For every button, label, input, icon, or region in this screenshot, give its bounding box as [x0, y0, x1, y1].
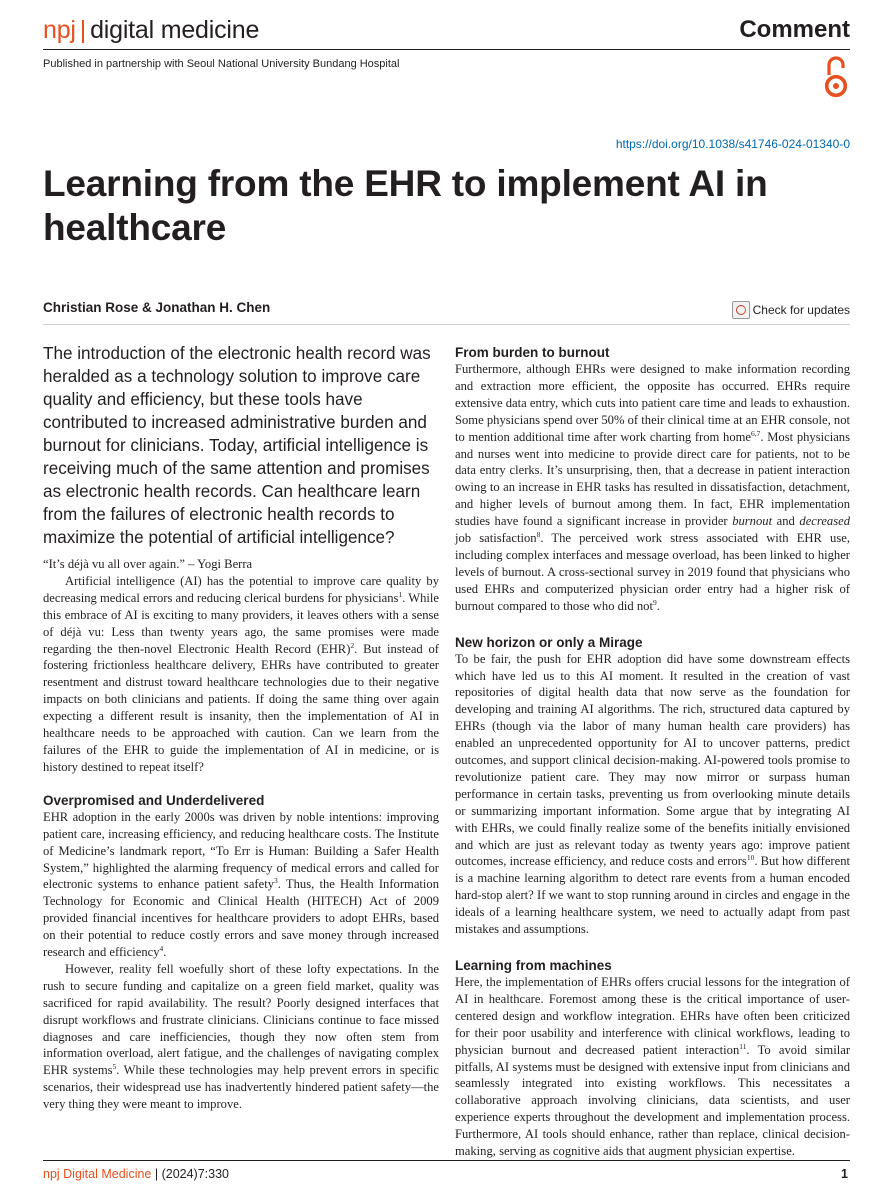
article-title: Learning from the EHR to implement AI in healthcare: [43, 163, 768, 248]
open-access-icon[interactable]: [824, 55, 848, 99]
ref-10[interactable]: 10: [746, 853, 755, 863]
header-divider: [43, 49, 850, 50]
ref-4[interactable]: 4: [159, 943, 164, 953]
ref-2[interactable]: 2: [350, 640, 355, 650]
ref-8[interactable]: 8: [536, 529, 541, 539]
ref-3[interactable]: 3: [274, 876, 278, 886]
article-type: Comment: [739, 16, 850, 43]
footer-citation: [43, 1167, 229, 1181]
author-divider: [43, 324, 850, 325]
author-list[interactable]: Christian Rose & Jonathan H. Chen: [43, 300, 271, 315]
brand-separator: |: [79, 16, 87, 44]
ref-9[interactable]: 9: [652, 597, 657, 607]
brand-title: digital medicine: [90, 16, 260, 44]
journal-brand[interactable]: [43, 16, 259, 45]
page-number: 1: [841, 1167, 848, 1181]
section-heading-burnout: From burden to burnout: [455, 345, 610, 360]
brand-npj: npj: [43, 16, 76, 44]
footer-journal[interactable]: npj Digital Medicine: [43, 1167, 152, 1181]
footer-volume: | (2024)7:330: [151, 1167, 229, 1181]
abstract: The introduction of the electronic health record was heralded as a technology solution to improve care quality and efficiency, but these tools have contributed to increased administrative burden and burnout for clinicians. Today, artificial intelligence is receiving much of the same attention and promises as electronic health records. Can healthcare learn from the failures of electronic health records to maximize the potential of artificial intelligence?: [43, 344, 431, 547]
burnout-paragraph: Furthermore, although EHRs were designed to make information recording and extraction more efficient, the opposite has occurred. EHRs require extensive data entry, which cuts into patient care time and leads to exhaustion. Some physicians spend over 50% of their clinical time at an EHR console, not to mention additional time after work charting from home$^{6,7}$. Most physicians and nurses went into medicine to provide direct care for patients, not to be data entry clerks. It’s unsurprising, then, that a decrease in patient interaction owing to an increase in EHR tasks has resulted in dissatisfaction, detachment, and higher levels of burnout among them. In fact, EHR implementation studies have found a significant increase in provider burnout and decreased job satisfaction$^8$. The perceived work stress associated with EHR use, including complex interfaces and message overload, has been linked to higher levels of burnout. A cross-sectional survey in 2019 found that physicians who used EHRs and computerized physician order entry had a higher risk of burnout compared to those who did not$^9$.: [455, 362, 850, 613]
section-heading-mirage: New horizon or only a Mirage: [455, 634, 643, 650]
overpromised-paragraph-2: However, reality fell woefully short of these lofty expectations. In the rush to secure funding and capitalize on a green field market, quality was sacrificed for rapid availability. The result? Poorly designed interfaces that disrupt workflows and frustrate clinicians. Clinicians continue to face missed diagnoses and care inefficiencies, though they now often stem from information overload, alert fatigue, and the challenges of navigating complex EHR systems$^5$. While these technologies may help prevent errors in specific scenarios, their widespread use has inadvertently hindered patient safety—the very thing they were meant to improve.: [43, 961, 439, 1112]
intro-paragraph: Artificial intelligence (AI) has the potential to improve care quality by decreasing medical errors and reducing clerical burdens for physicians$^1$. While this embrace of AI is exciting to many providers, it leaves others with a sense of déjà vu: Less than twenty years ago, the same promises were made regarding the then-novel Electronic Health Record (EHR)$^2$. But instead of fostering frictionless healthcare delivery, EHRs have contributed to greater resentment and distrust toward healthcare technologies due to their negative impacts on both clinicians and patients. If doing the same thing over again expecting a different result is insanity, then the implementation of AI in healthcare needs to be approached with caution. Can we learn from the failures of the EHR to guide the implementation of AI in medicine, or is history destined to repeat itself?: [43, 573, 439, 774]
check-updates-label: Check for updates: [752, 303, 850, 317]
mirage-paragraph: To be fair, the push for EHR adoption did have some downstream effects which have led us to this AI moment. It resulted in the creation of vast repositories of digital health data that now serve as the foundation for developing and training AI algorithms. The rich, structured data captured by EHRs (though via the labor of many human health care providers) has enabled an unprecedented opportunity for AI to uncover patterns, predict outcomes, and support clinical decision-making. AI-powered tools promise to revolutionize patient care. They may now mirror or surpass human performance in certain tasks, preventing us from overlooking minute details or summarizing important information. Some argue that by integrating AI with EHRs, we could finally realize some of the benefits initially envisioned and which are just as relevant today as twenty years ago: improve patient outcomes, increase efficiency, and reduce costs and errors$^{10}$. But how different is a machine learning algorithm to detect rare events from a human encoded hard-stop alert? If we want to stop running around in circles and engage in the ideals of a learning healthcare system, we need to actually adapt from past mistakes and assumptions.: [455, 651, 850, 937]
section-heading-machines: Learning from machines: [455, 958, 612, 973]
overpromised-paragraph-1: EHR adoption in the early 2000s was driven by noble intentions: improving patient care, increasing efficiency, and reducing healthcare costs. The Institute of Medicine’s landmark report, “To Err is Human: Building a Safer Health System,” highlighted the alarming frequency of medical errors and called for electronic systems to enhance patient safety$^3$. Thus, the Health Information Technology for Economic and Clinical Health (HITECH) Act of 2009 provided financial incentives for healthcare providers to adopt EHRs, based on their potential to reduce costly errors and save money through increased research and efficiency$^4$.: [43, 809, 440, 960]
epigraph: “It’s déjà vu all over again.” – Yogi Berra: [43, 557, 253, 571]
footer-divider: [43, 1160, 850, 1161]
check-updates-icon: [732, 301, 750, 319]
check-updates-button[interactable]: [732, 301, 850, 319]
ref-6-7[interactable]: 6,7: [751, 428, 761, 438]
ref-5[interactable]: 5: [112, 1062, 117, 1072]
ref-11[interactable]: 11: [739, 1041, 747, 1051]
right-column: [455, 344, 850, 1160]
left-column: [43, 556, 439, 1113]
doi-link[interactable]: https://doi.org/10.1038/s41746-024-01340-0: [615, 137, 850, 151]
partnership-note: Published in partnership with Seoul National University Bundang Hospital: [43, 58, 400, 70]
machines-paragraph: Here, the implementation of EHRs offers crucial lessons for the integration of AI in healthcare. Foremost among these is the critical importance of user-centered design and workflow integration. EHRs have often been criticized for their poor usability and interference with clinical workflows, leading to physician burnout and decreased patient interaction$^{11}$. To avoid similar pitfalls, AI systems must be designed with extensive input from clinicians and seamlessly integrated into existing workflows. This necessitates a collaborative approach involving clinicians, data scientists, and user experience experts throughout the development and implementation process. Furthermore, AI tools should enhance, rather than replace, clinical decision-making, serving as cognitive aids that augment physician expertise.: [455, 975, 851, 1159]
section-heading-overpromised: Overpromised and Underdelivered: [43, 792, 265, 808]
ref-1[interactable]: 1: [398, 589, 403, 599]
